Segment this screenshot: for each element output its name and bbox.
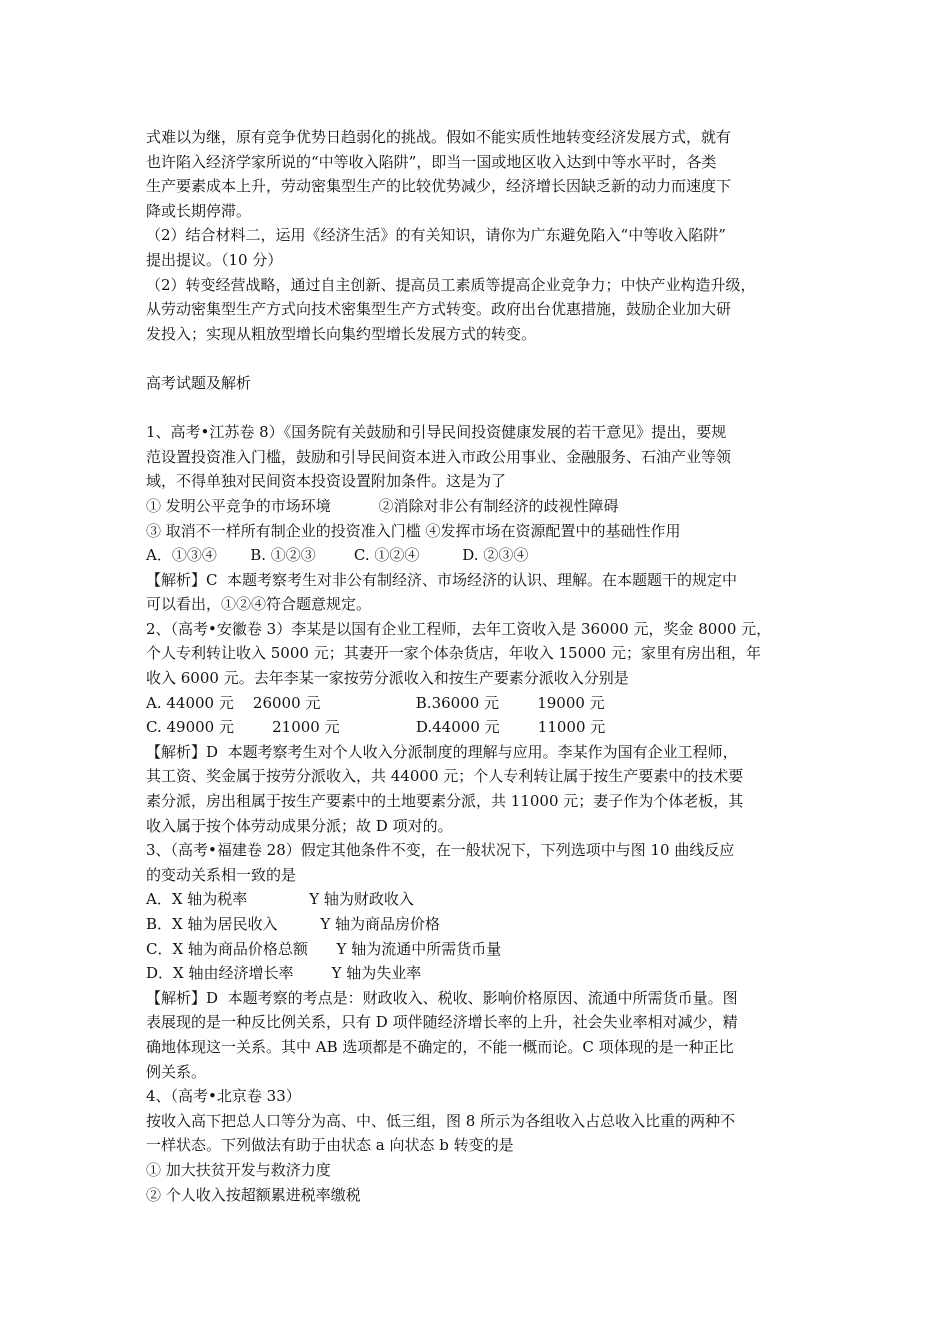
question-3-analysis: 表展现的是一种反比例关系，只有 D 项伴随经济增长率的上升，社会失业率相对减少，精	[146, 1013, 738, 1032]
text-line: 生产要素成本上升，劳动密集型生产的比较优势减少，经济增长因缺乏新的动力而速度下	[146, 177, 732, 196]
question-4-stem: 一样状态。下列做法有助于由状态 a 向状态 b 转变的是	[146, 1136, 514, 1155]
question-2-analysis: 收入属于按个体劳动成果分派；故 D 项对的。	[146, 816, 453, 835]
question-2-stem: 2、（高考•安徽卷 3）李某是以国有企业工程师，去年工资收入是 36000 元，奖金 8000 元，	[146, 619, 772, 638]
question-1-stem: 范设置投资准入门槛，鼓励和引导民间资本进入市政公用事业、金融服务、石油产业等领	[146, 447, 732, 466]
question-2-analysis: 素分派，房出租属于按生产要素中的土地要素分派，共 11000 元；妻子作为个体老板，其	[146, 792, 744, 811]
question-1-choices: A．①③④ B. ①②③ C. ①②④ D. ②③④	[146, 546, 529, 565]
blank-line	[146, 346, 811, 371]
question-prompt: （2）结合材料二，运用《经济生活》的有关知识，请你为广东避免陷入“中等收入陷阱”	[146, 226, 726, 245]
question-2-stem: 收入 6000 元。去年李某一家按劳分派收入和按生产要素分派收入分别是	[146, 669, 629, 688]
blank-line	[146, 396, 811, 421]
question-2-stem: 个人专利转让收入 5000 元；其妻开一家个体杂货店，年收入 15000 元；家里有房出租，年	[146, 644, 761, 663]
text-line: 降或长期停滞。	[146, 201, 252, 220]
question-3-choice: D．X 轴由经济增长率 Y 轴为失业率	[146, 964, 422, 983]
question-1-stem: 1、高考•江苏卷 8）《国务院有关鼓励和引导民间投资健康发展的若干意见》提出，要规	[146, 423, 727, 442]
answer-text: （2）转变经营战略，通过自主创新、提高员工素质等提高企业竞争力；中快产业构造升级，	[146, 275, 756, 294]
question-1-analysis: 【解析】C 本题考察考生对非公有制经济、市场经济的认识、理解。在本题题干的规定中	[146, 570, 738, 589]
question-2-choices: C. 49000 元 21000 元 D.44000 元 11000 元	[146, 718, 606, 737]
question-1-stem: 域，不得单独对民间资本投资设置附加条件。这是为了	[146, 472, 507, 491]
question-2-analysis: 【解析】D 本题考察考生对个人收入分派制度的理解与应用。李某作为国有企业工程师，	[146, 742, 738, 761]
answer-text: 发投入；实现从粗放型增长向集约型增长发展方式的转变。	[146, 324, 537, 343]
text-line: 式难以为继，原有竞争优势日趋弱化的挑战。假如不能实质性地转变经济发展方式，就有	[146, 128, 732, 146]
question-1-options: ③ 取消不一样所有制企业的投资准入门槛 ④发挥市场在资源配置中的基础性作用	[146, 521, 681, 540]
document-body	[146, 125, 811, 1207]
question-1-options: ① 发明公平竞争的市场环境 ②消除对非公有制经济的歧视性障碍	[146, 496, 619, 515]
question-3-analysis: 【解析】D 本题考察的考点是：财政收入、税收、影响价格原因、流通中所需货币量。图	[146, 988, 738, 1007]
answer-text: 从劳动密集型生产方式向技术密集型生产方式转变。政府出台优惠措施，鼓励企业加大研	[146, 300, 732, 319]
question-2-analysis: 其工资、奖金属于按劳分派收入，共 44000 元；个人专利转让属于按生产要素中的技术要	[146, 767, 744, 786]
text-line: 也许陷入经济学家所说的“中等收入陷阱”，即当一国或地区收入达到中等水平时，各类	[146, 152, 717, 171]
question-4-option: ① 加大扶贫开发与救济力度	[146, 1160, 331, 1179]
question-3-stem: 的变动关系相一致的是	[146, 865, 297, 884]
question-3-stem: 3、（高考•福建卷 28）假定其他条件不变，在一般状况下，下列选项中与图 10 曲线反应	[146, 841, 735, 860]
question-4-stem: 按收入高下把总人口等分为高、中、低三组，图 8 所示为各组收入占总收入比重的两种不	[146, 1111, 736, 1130]
question-3-choice: A．X 轴为税率 Y 轴为财政收入	[146, 890, 414, 909]
question-4-heading: 4、（高考•北京卷 33）	[146, 1087, 301, 1106]
question-3-choice: B．X 轴为居民收入 Y 轴为商品房价格	[146, 915, 441, 933]
question-2-choices: A. 44000 元 26000 元 B.36000 元 19000 元	[146, 693, 605, 712]
section-heading: 高考试题及解析	[146, 373, 252, 392]
question-1-analysis: 可以看出，①②④符合题意规定。	[146, 595, 372, 614]
question-3-analysis: 例关系。	[146, 1062, 207, 1081]
question-prompt: 提出提议。（10 分）	[146, 250, 283, 269]
question-3-analysis: 确地体现这一关系。其中 AB 选项都是不确定的，不能一概而论。C 项体现的是一种正比	[146, 1037, 734, 1056]
question-3-choice: C．X 轴为商品价格总额 Y 轴为流通中所需货币量	[146, 939, 502, 958]
question-4-option: ② 个人收入按超额累进税率缴税	[146, 1185, 361, 1204]
